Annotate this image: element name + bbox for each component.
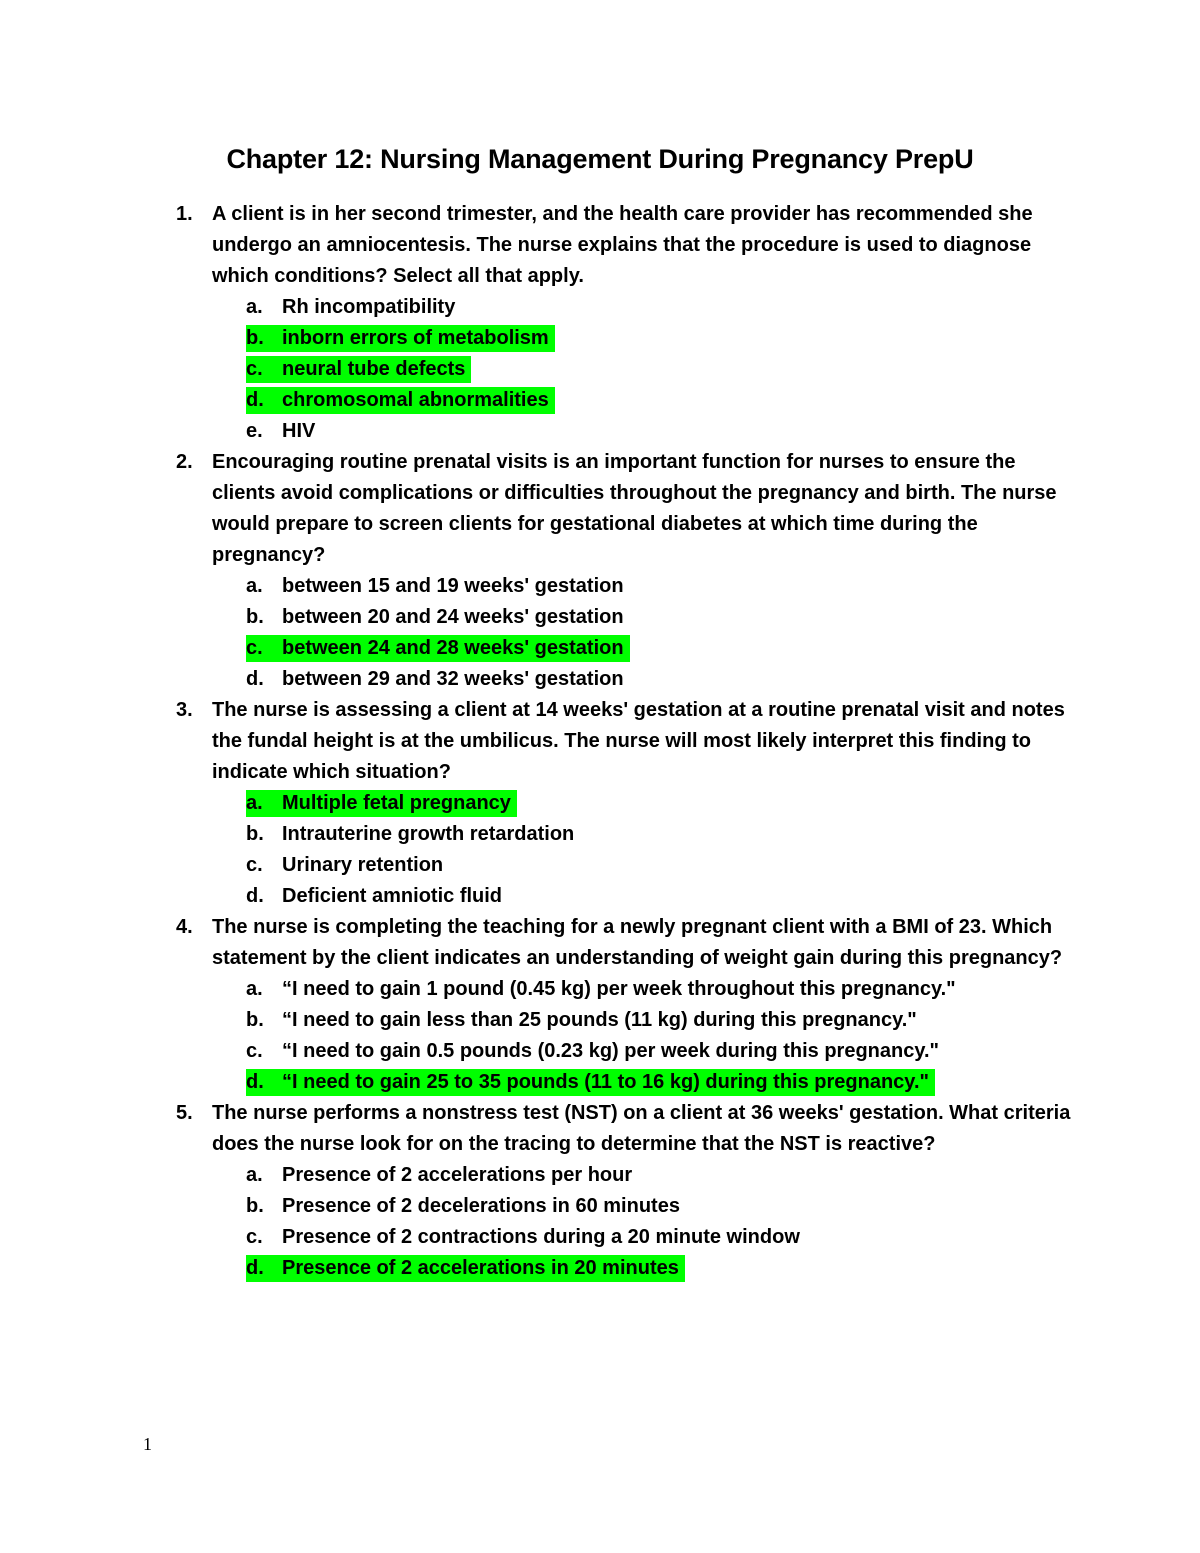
option-text: between 20 and 24 weeks' gestation xyxy=(282,606,624,628)
option-letter: c. xyxy=(246,854,263,876)
answer-option-correct xyxy=(246,1067,1076,1098)
option-text: Presence of 2 accelerations per hour xyxy=(282,1164,633,1186)
option-letter: b. xyxy=(246,1009,264,1031)
option-text: between 29 and 32 weeks' gestation xyxy=(282,668,624,690)
answer-option xyxy=(246,571,1076,602)
answer-option-correct xyxy=(246,633,1076,664)
answer-option-correct xyxy=(246,323,1076,354)
answer-option xyxy=(246,1222,1076,1253)
question-text: The nurse is completing the teaching for a newly pregnant client with a BMI of 23. Which statement by the client indicates an understanding of weight gain during this pregnancy? xyxy=(212,916,1063,969)
option-letter: a. xyxy=(246,978,263,1000)
option-text: “I need to gain 25 to 35 pounds (11 to 16 kg) during this pregnancy." xyxy=(282,1071,929,1093)
option-text: Presence of 2 decelerations in 60 minutes xyxy=(282,1195,680,1217)
option-text: Multiple fetal pregnancy xyxy=(282,792,511,814)
option-text: “I need to gain less than 25 pounds (11 kg) during this pregnancy." xyxy=(282,1009,917,1031)
answer-highlight xyxy=(246,1255,685,1282)
answer-option xyxy=(246,602,1076,633)
page-number: 1 xyxy=(143,1434,152,1454)
question-number: 3. xyxy=(176,699,193,721)
question-number: 4. xyxy=(176,916,193,938)
option-letter: a. xyxy=(246,1164,263,1186)
option-letter: a. xyxy=(246,792,263,814)
option-text: Intrauterine growth retardation xyxy=(282,823,575,845)
option-text: inborn errors of metabolism xyxy=(282,327,549,349)
option-text: Deficient amniotic fluid xyxy=(282,885,503,907)
option-text: between 24 and 28 weeks' gestation xyxy=(282,637,624,659)
answer-highlight xyxy=(246,356,471,383)
option-letter: c. xyxy=(246,1226,263,1248)
answer-options xyxy=(212,292,1076,447)
answer-option xyxy=(246,292,1076,323)
question-text: A client is in her second trimester, and the health care provider has recommended she undergo an amniocentesis. The nurse explains that the procedure is used to diagnose which conditions? Select all that apply. xyxy=(212,203,1033,287)
answer-option xyxy=(246,850,1076,881)
answer-option xyxy=(246,664,1076,695)
answer-highlight xyxy=(246,325,555,352)
option-text: “I need to gain 0.5 pounds (0.23 kg) per week during this pregnancy." xyxy=(282,1040,940,1062)
answer-option-correct xyxy=(246,385,1076,416)
answer-highlight xyxy=(246,1069,935,1096)
answer-option xyxy=(246,819,1076,850)
answer-highlight xyxy=(246,790,517,817)
question-item xyxy=(176,199,1076,447)
answer-option-correct xyxy=(246,354,1076,385)
option-letter: d. xyxy=(246,1257,264,1279)
page-title: Chapter 12: Nursing Management During Pregnancy PrepU xyxy=(226,144,974,174)
option-letter: b. xyxy=(246,823,264,845)
option-letter: a. xyxy=(246,296,263,318)
question-item xyxy=(176,695,1076,912)
answer-option xyxy=(246,1036,1076,1067)
option-letter: b. xyxy=(246,327,264,349)
option-text: between 15 and 19 weeks' gestation xyxy=(282,575,624,597)
question-text: Encouraging routine prenatal visits is an important function for nurses to ensure the clients avoid complications or difficulties throughout the pregnancy and birth. The nurse would prepare to screen clients for gestational diabetes at which time during the pregnancy? xyxy=(212,451,1057,566)
option-text: HIV xyxy=(282,420,316,442)
answer-option xyxy=(246,416,1076,447)
option-text: Urinary retention xyxy=(282,854,444,876)
option-letter: e. xyxy=(246,420,263,442)
question-text: The nurse is assessing a client at 14 weeks' gestation at a routine prenatal visit and notes the fundal height is at the umbilicus. The nurse will most likely interpret this finding to indicate which situation? xyxy=(212,699,1065,783)
option-letter: d. xyxy=(246,885,264,907)
answer-highlight xyxy=(246,635,630,662)
answer-options xyxy=(212,788,1076,912)
option-text: Rh incompatibility xyxy=(282,296,456,318)
answer-option xyxy=(246,881,1076,912)
option-letter: d. xyxy=(246,668,264,690)
option-letter: d. xyxy=(246,389,264,411)
answer-option xyxy=(246,1160,1076,1191)
question-text: The nurse performs a nonstress test (NST) on a client at 36 weeks' gestation. What criteria does the nurse look for on the tracing to determine that the NST is reactive? xyxy=(212,1102,1071,1155)
answer-option xyxy=(246,974,1076,1005)
answer-options xyxy=(212,571,1076,695)
option-letter: b. xyxy=(246,606,264,628)
answer-options xyxy=(212,974,1076,1098)
option-letter: d. xyxy=(246,1071,264,1093)
option-letter: c. xyxy=(246,637,263,659)
answer-options xyxy=(212,1160,1076,1284)
option-text: Presence of 2 contractions during a 20 minute window xyxy=(282,1226,800,1248)
option-text: “I need to gain 1 pound (0.45 kg) per week throughout this pregnancy." xyxy=(282,978,956,1000)
option-letter: c. xyxy=(246,1040,263,1062)
question-number: 5. xyxy=(176,1102,193,1124)
answer-option-correct xyxy=(246,1253,1076,1284)
answer-option-correct xyxy=(246,788,1076,819)
answer-highlight xyxy=(246,387,555,414)
option-text: Presence of 2 accelerations in 20 minutes xyxy=(282,1257,679,1279)
question-number: 1. xyxy=(176,203,193,225)
question-item xyxy=(176,447,1076,695)
option-text: neural tube defects xyxy=(282,358,466,380)
answer-option xyxy=(246,1191,1076,1222)
option-letter: a. xyxy=(246,575,263,597)
answer-option xyxy=(246,1005,1076,1036)
question-item xyxy=(176,1098,1076,1284)
question-item xyxy=(176,912,1076,1098)
option-letter: c. xyxy=(246,358,263,380)
option-text: chromosomal abnormalities xyxy=(282,389,549,411)
question-number: 2. xyxy=(176,451,193,473)
option-letter: b. xyxy=(246,1195,264,1217)
question-list xyxy=(176,199,1076,1284)
